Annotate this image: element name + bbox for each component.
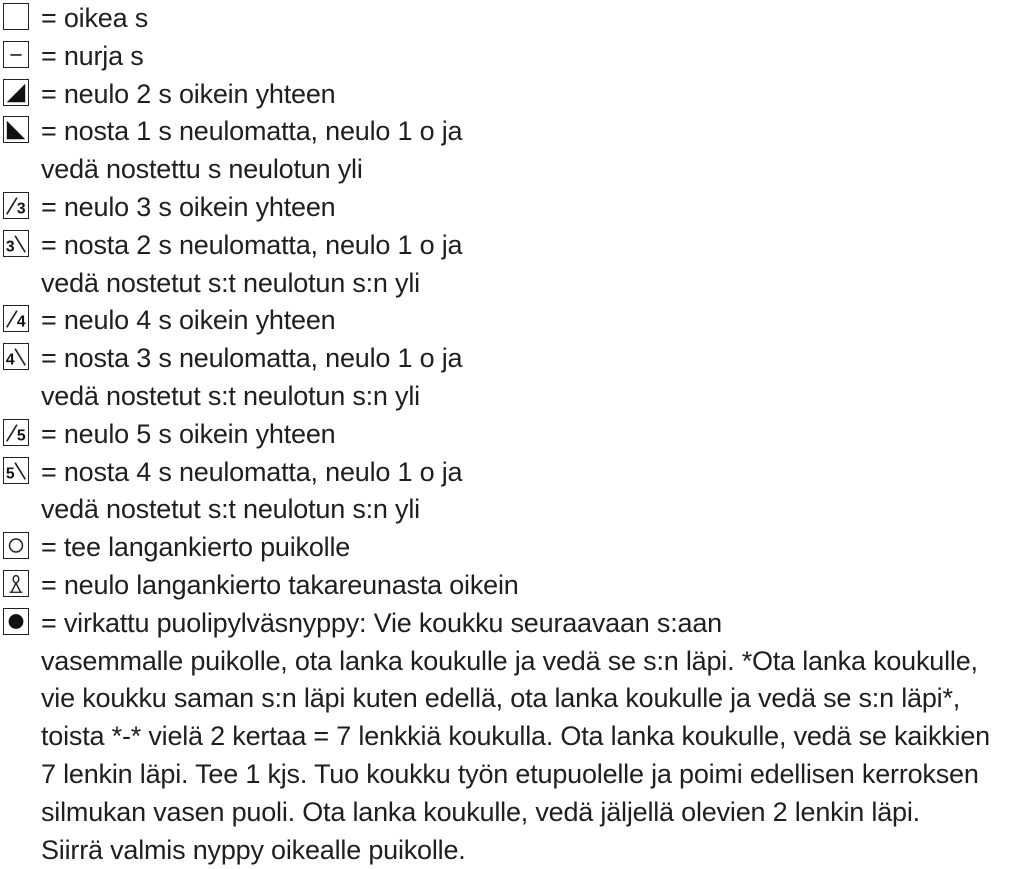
legend-text: = oikea s [41,3,149,33]
legend-text: = nosta 2 s neulomatta, neulo 1 o ja [41,229,463,260]
legend-text: = tee langankierto puikolle [41,532,351,563]
k3tog-icon [3,192,29,219]
legend-text: = neulo 5 s oikein yhteen [41,418,336,449]
symbol-digit: 5 [5,464,15,482]
legend-text: Siirrä valmis nyppy oikealle puikolle. [41,834,466,865]
legend-text: = nurja s [41,40,144,71]
legend-text: 7 lenkin läpi. Tee 1 kjs. Tuo koukku työn etupuolelle ja poimi edellisen kerroksen [41,758,979,789]
legend-text: = nosta 4 s neulomatta, neulo 1 o ja [41,456,463,487]
legend-text: vedä nostetut s:t neulotun s:n yli [41,267,420,298]
legend-text: = neulo 3 s oikein yhteen [41,191,336,222]
legend-text: = nosta 1 s neulomatta, neulo 1 o ja [41,116,463,147]
legend-item-skpo-cont [0,151,1018,189]
legend-item-sl4-k1-psso [0,454,1018,492]
purl-stitch-icon [3,41,29,68]
legend-text: = nosta 3 s neulomatta, neulo 1 o ja [41,343,463,374]
legend-item-bobble [0,605,1018,643]
legend-item-bobble-cont [0,643,1018,681]
symbol-digit: 5 [16,427,26,445]
legend-item-bobble-cont [0,832,1018,869]
legend-text: = neulo langankierto takareunasta oikein [41,569,519,600]
legend-item-skpo [0,113,1018,151]
crochet-bobble-icon [3,608,29,635]
k4tog-icon [3,305,29,332]
legend-item-bobble-cont [0,718,1018,756]
twisted-yo-icon [3,570,29,597]
legend-text: vedä nostetut s:t neulotun s:n yli [41,494,420,525]
legend-text: vasemmalle puikolle, ota lanka koukulle ja vedä se s:n läpi. *Ota lanka koukulle, [41,645,978,676]
legend-text: vie koukku saman s:n läpi kuten edellä, ota lanka koukulle ja vedä se s:n läpi*, [41,683,961,714]
legend-text: vedä nostetut s:t neulotun s:n yli [41,380,420,411]
k2tog-icon [3,79,29,106]
legend-item-sl3-k1-psso [0,340,1018,378]
legend-text: = virkattu puolipylväsnyppy: Vie koukku seuraavaan s:aan [41,607,722,638]
legend-item-bobble-cont [0,794,1018,832]
legend-item-k5tog [0,416,1018,454]
legend-item-k3tog [0,189,1018,227]
legend-item-sl3-cont [0,378,1018,416]
skpo-icon [3,116,29,143]
legend-item-knit [0,0,1018,38]
sl3-k1-psso-icon [3,343,29,370]
legend-text: = neulo 2 s oikein yhteen [41,78,336,109]
legend-item-bobble-cont [0,756,1018,794]
legend-text: toista *-* vielä 2 kertaa = 7 lenkkiä koukulla. Ota lanka koukulle, vedä se kaikkien [41,721,990,752]
symbol-digit: 4 [5,351,15,369]
legend-item-sl4-cont [0,491,1018,529]
legend-item-bobble-cont [0,680,1018,718]
legend-text: = neulo 4 s oikein yhteen [41,305,336,336]
legend-text: silmukan vasen puoli. Ota lanka koukulle, vedä jäljellä olevien 2 lenkin läpi. [41,796,920,827]
legend-item-twisted-yo [0,567,1018,605]
yarn-over-icon [3,532,29,559]
sl4-k1-psso-icon [3,457,29,484]
symbol-digit: 3 [5,238,15,256]
legend-item-sl2-k1-psso [0,227,1018,265]
legend-text: vedä nostettu s neulotun yli [41,154,363,185]
k5tog-icon [3,419,29,446]
knit-stitch-icon [3,3,29,30]
legend-item-sl2-cont [0,265,1018,303]
legend-item-purl [0,38,1018,76]
symbol-digit: 4 [16,313,26,331]
sl2-k1-psso-icon [3,230,29,257]
legend-item-k2tog [0,76,1018,114]
legend-item-yarn-over [0,529,1018,567]
legend-item-k4tog [0,302,1018,340]
symbol-digit: 3 [16,200,26,218]
